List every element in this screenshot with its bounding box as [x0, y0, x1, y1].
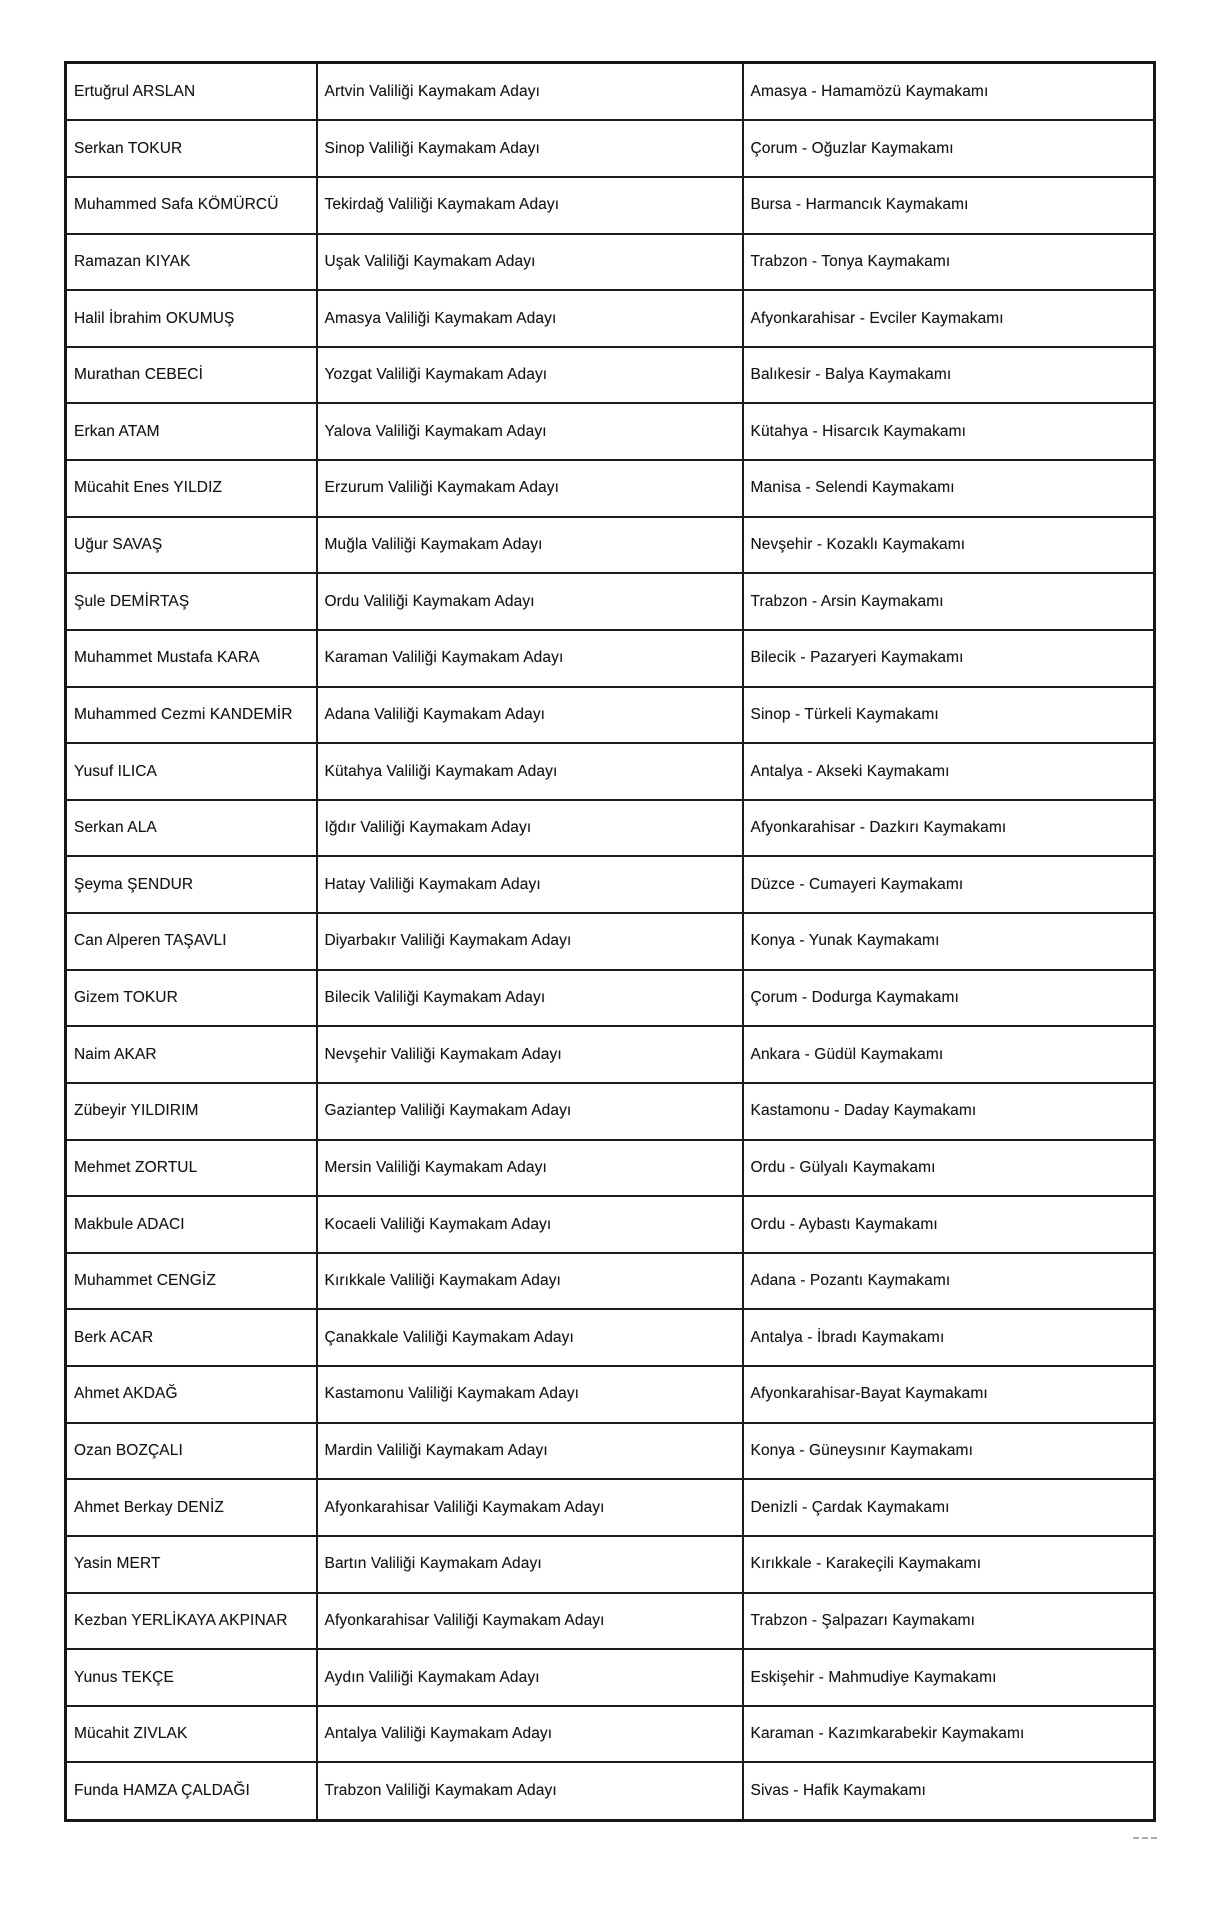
cell-candidate-post: Muğla Valiliği Kaymakam Adayı — [317, 517, 743, 574]
cell-appointment-post: Bursa - Harmancık Kaymakamı — [743, 177, 1155, 234]
cell-appointment-post: Trabzon - Tonya Kaymakamı — [743, 234, 1155, 291]
cell-candidate-name: Muhammed Safa KÖMÜRCÜ — [66, 177, 317, 234]
cell-appointment-post: Çorum - Dodurga Kaymakamı — [743, 970, 1155, 1027]
cell-appointment-post: Afyonkarahisar - Evciler Kaymakamı — [743, 290, 1155, 347]
cell-candidate-name: Şule DEMİRTAŞ — [66, 573, 317, 630]
cell-appointment-post: Trabzon - Arsin Kaymakamı — [743, 573, 1155, 630]
cell-candidate-post: Yalova Valiliği Kaymakam Adayı — [317, 403, 743, 460]
cell-appointment-post: Sivas - Hafik Kaymakamı — [743, 1762, 1155, 1820]
cell-candidate-name: Şeyma ŞENDUR — [66, 856, 317, 913]
cell-appointment-post: Denizli - Çardak Kaymakamı — [743, 1479, 1155, 1536]
cell-candidate-post: Aydın Valiliği Kaymakam Adayı — [317, 1649, 743, 1706]
table-row — [66, 403, 1155, 460]
cell-candidate-name: Muhammed Cezmi KANDEMİR — [66, 687, 317, 744]
table-row — [66, 1649, 1155, 1706]
table-row — [66, 1083, 1155, 1140]
table-row — [66, 460, 1155, 517]
cell-candidate-post: Adana Valiliği Kaymakam Adayı — [317, 687, 743, 744]
cell-candidate-post: Çanakkale Valiliği Kaymakam Adayı — [317, 1309, 743, 1366]
cell-appointment-post: Karaman - Kazımkarabekir Kaymakamı — [743, 1706, 1155, 1763]
scan-speckle-mark — [1133, 1837, 1159, 1839]
cell-appointment-post: Ordu - Gülyalı Kaymakamı — [743, 1140, 1155, 1197]
cell-candidate-name: Halil İbrahim OKUMUŞ — [66, 290, 317, 347]
cell-candidate-name: Gizem TOKUR — [66, 970, 317, 1027]
cell-appointment-post: Kırıkkale - Karakeçili Kaymakamı — [743, 1536, 1155, 1593]
table-row — [66, 687, 1155, 744]
cell-candidate-name: Yusuf ILICA — [66, 743, 317, 800]
cell-candidate-name: Mücahit ZIVLAK — [66, 1706, 317, 1763]
cell-candidate-name: Makbule ADACI — [66, 1196, 317, 1253]
cell-candidate-post: Kastamonu Valiliği Kaymakam Adayı — [317, 1366, 743, 1423]
table-row — [66, 1706, 1155, 1763]
cell-candidate-post: Trabzon Valiliği Kaymakam Adayı — [317, 1762, 743, 1820]
appointments-table — [64, 61, 1156, 1822]
cell-appointment-post: Nevşehir - Kozaklı Kaymakamı — [743, 517, 1155, 574]
cell-appointment-post: Eskişehir - Mahmudiye Kaymakamı — [743, 1649, 1155, 1706]
cell-candidate-name: Mehmet ZORTUL — [66, 1140, 317, 1197]
cell-candidate-name: Berk ACAR — [66, 1309, 317, 1366]
cell-appointment-post: Antalya - İbradı Kaymakamı — [743, 1309, 1155, 1366]
table-row — [66, 1366, 1155, 1423]
cell-appointment-post: Ordu - Aybastı Kaymakamı — [743, 1196, 1155, 1253]
table-row — [66, 800, 1155, 857]
cell-candidate-name: Ahmet Berkay DENİZ — [66, 1479, 317, 1536]
table-row — [66, 290, 1155, 347]
cell-candidate-post: Afyonkarahisar Valiliği Kaymakam Adayı — [317, 1479, 743, 1536]
cell-candidate-name: Ahmet AKDAĞ — [66, 1366, 317, 1423]
cell-appointment-post: Kütahya - Hisarcık Kaymakamı — [743, 403, 1155, 460]
cell-candidate-post: Iğdır Valiliği Kaymakam Adayı — [317, 800, 743, 857]
cell-candidate-post: Nevşehir Valiliği Kaymakam Adayı — [317, 1026, 743, 1083]
cell-candidate-post: Bartın Valiliği Kaymakam Adayı — [317, 1536, 743, 1593]
cell-candidate-name: Serkan TOKUR — [66, 120, 317, 177]
cell-appointment-post: Adana - Pozantı Kaymakamı — [743, 1253, 1155, 1310]
cell-appointment-post: Antalya - Akseki Kaymakamı — [743, 743, 1155, 800]
cell-candidate-name: Erkan ATAM — [66, 403, 317, 460]
cell-candidate-name: Naim AKAR — [66, 1026, 317, 1083]
cell-candidate-post: Amasya Valiliği Kaymakam Adayı — [317, 290, 743, 347]
table-row — [66, 63, 1155, 121]
table-row — [66, 1593, 1155, 1650]
cell-candidate-post: Tekirdağ Valiliği Kaymakam Adayı — [317, 177, 743, 234]
cell-appointment-post: Afyonkarahisar - Dazkırı Kaymakamı — [743, 800, 1155, 857]
cell-appointment-post: Sinop - Türkeli Kaymakamı — [743, 687, 1155, 744]
cell-candidate-name: Uğur SAVAŞ — [66, 517, 317, 574]
cell-candidate-post: Hatay Valiliği Kaymakam Adayı — [317, 856, 743, 913]
cell-appointment-post: Manisa - Selendi Kaymakamı — [743, 460, 1155, 517]
table-row — [66, 1253, 1155, 1310]
cell-candidate-name: Funda HAMZA ÇALDAĞI — [66, 1762, 317, 1820]
table-row — [66, 856, 1155, 913]
table-row — [66, 517, 1155, 574]
table-row — [66, 347, 1155, 404]
cell-candidate-name: Ertuğrul ARSLAN — [66, 63, 317, 121]
cell-candidate-name: Ozan BOZÇALI — [66, 1423, 317, 1480]
cell-candidate-post: Kırıkkale Valiliği Kaymakam Adayı — [317, 1253, 743, 1310]
cell-candidate-post: Karaman Valiliği Kaymakam Adayı — [317, 630, 743, 687]
cell-appointment-post: Ankara - Güdül Kaymakamı — [743, 1026, 1155, 1083]
cell-candidate-post: Ordu Valiliği Kaymakam Adayı — [317, 573, 743, 630]
table-row — [66, 1140, 1155, 1197]
cell-candidate-name: Muhammet CENGİZ — [66, 1253, 317, 1310]
cell-candidate-name: Kezban YERLİKAYA AKPINAR — [66, 1593, 317, 1650]
table-row — [66, 1196, 1155, 1253]
table-row — [66, 177, 1155, 234]
cell-appointment-post: Trabzon - Şalpazarı Kaymakamı — [743, 1593, 1155, 1650]
cell-appointment-post: Konya - Yunak Kaymakamı — [743, 913, 1155, 970]
cell-candidate-post: Kütahya Valiliği Kaymakam Adayı — [317, 743, 743, 800]
cell-appointment-post: Afyonkarahisar-Bayat Kaymakamı — [743, 1366, 1155, 1423]
cell-candidate-post: Diyarbakır Valiliği Kaymakam Adayı — [317, 913, 743, 970]
cell-candidate-post: Bilecik Valiliği Kaymakam Adayı — [317, 970, 743, 1027]
cell-candidate-post: Erzurum Valiliği Kaymakam Adayı — [317, 460, 743, 517]
cell-appointment-post: Bilecik - Pazaryeri Kaymakamı — [743, 630, 1155, 687]
cell-candidate-name: Muhammet Mustafa KARA — [66, 630, 317, 687]
cell-candidate-name: Zübeyir YILDIRIM — [66, 1083, 317, 1140]
table-row — [66, 1536, 1155, 1593]
cell-appointment-post: Amasya - Hamamözü Kaymakamı — [743, 63, 1155, 121]
table-row — [66, 970, 1155, 1027]
cell-appointment-post: Çorum - Oğuzlar Kaymakamı — [743, 120, 1155, 177]
table-row — [66, 1479, 1155, 1536]
cell-appointment-post: Kastamonu - Daday Kaymakamı — [743, 1083, 1155, 1140]
table-row — [66, 1026, 1155, 1083]
table-row — [66, 913, 1155, 970]
cell-candidate-name: Serkan ALA — [66, 800, 317, 857]
appointments-table-body — [66, 63, 1155, 1821]
cell-candidate-post: Antalya Valiliği Kaymakam Adayı — [317, 1706, 743, 1763]
cell-candidate-name: Can Alperen TAŞAVLI — [66, 913, 317, 970]
table-row — [66, 234, 1155, 291]
table-row — [66, 1309, 1155, 1366]
cell-candidate-post: Kocaeli Valiliği Kaymakam Adayı — [317, 1196, 743, 1253]
cell-candidate-post: Afyonkarahisar Valiliği Kaymakam Adayı — [317, 1593, 743, 1650]
cell-appointment-post: Konya - Güneysınır Kaymakamı — [743, 1423, 1155, 1480]
table-row — [66, 743, 1155, 800]
cell-candidate-name: Yasin MERT — [66, 1536, 317, 1593]
cell-candidate-post: Gaziantep Valiliği Kaymakam Adayı — [317, 1083, 743, 1140]
cell-candidate-name: Murathan CEBECİ — [66, 347, 317, 404]
table-row — [66, 1762, 1155, 1820]
table-row — [66, 1423, 1155, 1480]
cell-candidate-post: Sinop Valiliği Kaymakam Adayı — [317, 120, 743, 177]
table-row — [66, 630, 1155, 687]
cell-appointment-post: Balıkesir - Balya Kaymakamı — [743, 347, 1155, 404]
table-row — [66, 120, 1155, 177]
table-row — [66, 573, 1155, 630]
cell-candidate-name: Yunus TEKÇE — [66, 1649, 317, 1706]
cell-candidate-post: Mersin Valiliği Kaymakam Adayı — [317, 1140, 743, 1197]
cell-candidate-post: Artvin Valiliği Kaymakam Adayı — [317, 63, 743, 121]
cell-candidate-name: Ramazan KIYAK — [66, 234, 317, 291]
cell-candidate-post: Uşak Valiliği Kaymakam Adayı — [317, 234, 743, 291]
cell-candidate-name: Mücahit Enes YILDIZ — [66, 460, 317, 517]
cell-candidate-post: Mardin Valiliği Kaymakam Adayı — [317, 1423, 743, 1480]
cell-candidate-post: Yozgat Valiliği Kaymakam Adayı — [317, 347, 743, 404]
cell-appointment-post: Düzce - Cumayeri Kaymakamı — [743, 856, 1155, 913]
